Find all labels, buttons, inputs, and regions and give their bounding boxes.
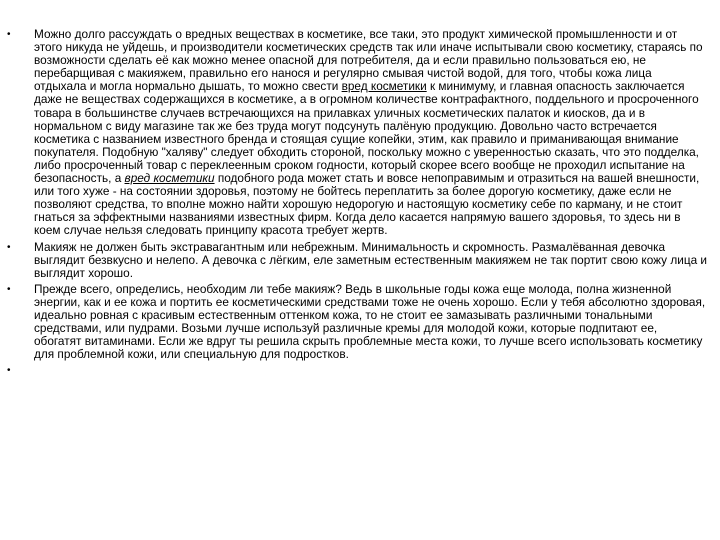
paragraph-text — [34, 28, 707, 238]
paragraph-text: Прежде всего, определись, необходим ли тебе макияж? Ведь в школьные годы кожа еще молода, полна жизненной энергии, как и ее кожа и портить ее косметическими средствами тоже не очень хорошо. Если у тебя абсолютно здоровая, идеально ровная с красивым естественным оттенком кожа, то не стоит ее замазывать различными тональными средствами, или пудрами. Возьми лучше используй различные кремы для молодой кожи, которые подпитают ее, обогатят витаминами. Если же вдруг ты решила скрыть проблемные места кожи, то лучше всего использовать косметику для проблемной кожи, или специальную для подростков. — [34, 281, 706, 362]
paragraph-text: Макияж не должен быть экстравагантным или небрежным. Минимальность и скромность. Размалёванная девочка выглядит безвкусно и нелепо. А девочка с лёгким, еле заметным естественным макияжем не так портит свою кожу лица и выглядит хорошо. — [34, 239, 708, 280]
list-item — [7, 241, 707, 280]
bullet-dot-icon: • — [7, 283, 11, 295]
bullet-dot-icon: • — [7, 365, 11, 377]
bullet-dot-icon: • — [7, 241, 11, 253]
bullet-list — [7, 28, 707, 381]
list-item-empty — [7, 364, 707, 378]
paragraph-segment: Можно долго рассуждать о вредных веществах в косметике, все таки, это продукт химической промышленности и от этого никуда не уйдешь, и производители косметических средств так или иначе испытывали свою косметику, стараясь по возможности сделать её как можно менее опасной для потребителя, да и если правильно пользоваться ею, не перебарщивая с макияжем, правильно его нанося и регулярно смывая чистой водой, для того, чтобы кожа лица отдыхала и могла нормально дышать, то можно свести — [34, 27, 703, 94]
link-vred-kosmetiki-italic[interactable]: вред косметики — [124, 171, 215, 186]
list-item — [7, 28, 707, 238]
list-item — [7, 283, 707, 362]
paragraph-segment: подобного рода может стать и вовсе непоправимым и отразиться на вашей внешности, или того хуже - на состоянии здоровья, поэтому не бойтесь переплатить за более дорогую косметику, даже если не позволяют средства, то вполне можно найти хорошую недорогую и настоящую косметику себе по карману, и не стоит гнаться за эффектными названиями известных фирм. Когда дело касается напрямую вашего здоровья, то здесь ни в коем случае нельзя следовать принципу красота требует жертв. — [34, 171, 700, 238]
bullet-dot-icon: • — [7, 29, 11, 40]
link-vred-kosmetiki[interactable]: вред косметики — [341, 79, 427, 94]
paragraph-segment: к минимуму, и главная опасность заключается даже не веществах содержащихся в косметике, а в огромном количестве контрафактного, поддельного и просроченного товара в большинстве случаев встречающихся на прилавках уличных косметических палаток и киосков, да и в нормальном с виду магазине так же без труда могут подсунуть палёную продукцию. Довольно часто встречается косметика с названием известного бренда и стоящая сущие копейки, этим, как правило и приманивающая внимание покупателя. Подобную "халяву" следует обходить стороной, поскольку можно с уверенностью сказать, что это подделка, либо просроченный товар с переклеенным сроком годности, который скорее всего вообще не проходил испытание на безопасность, а — [34, 79, 699, 186]
